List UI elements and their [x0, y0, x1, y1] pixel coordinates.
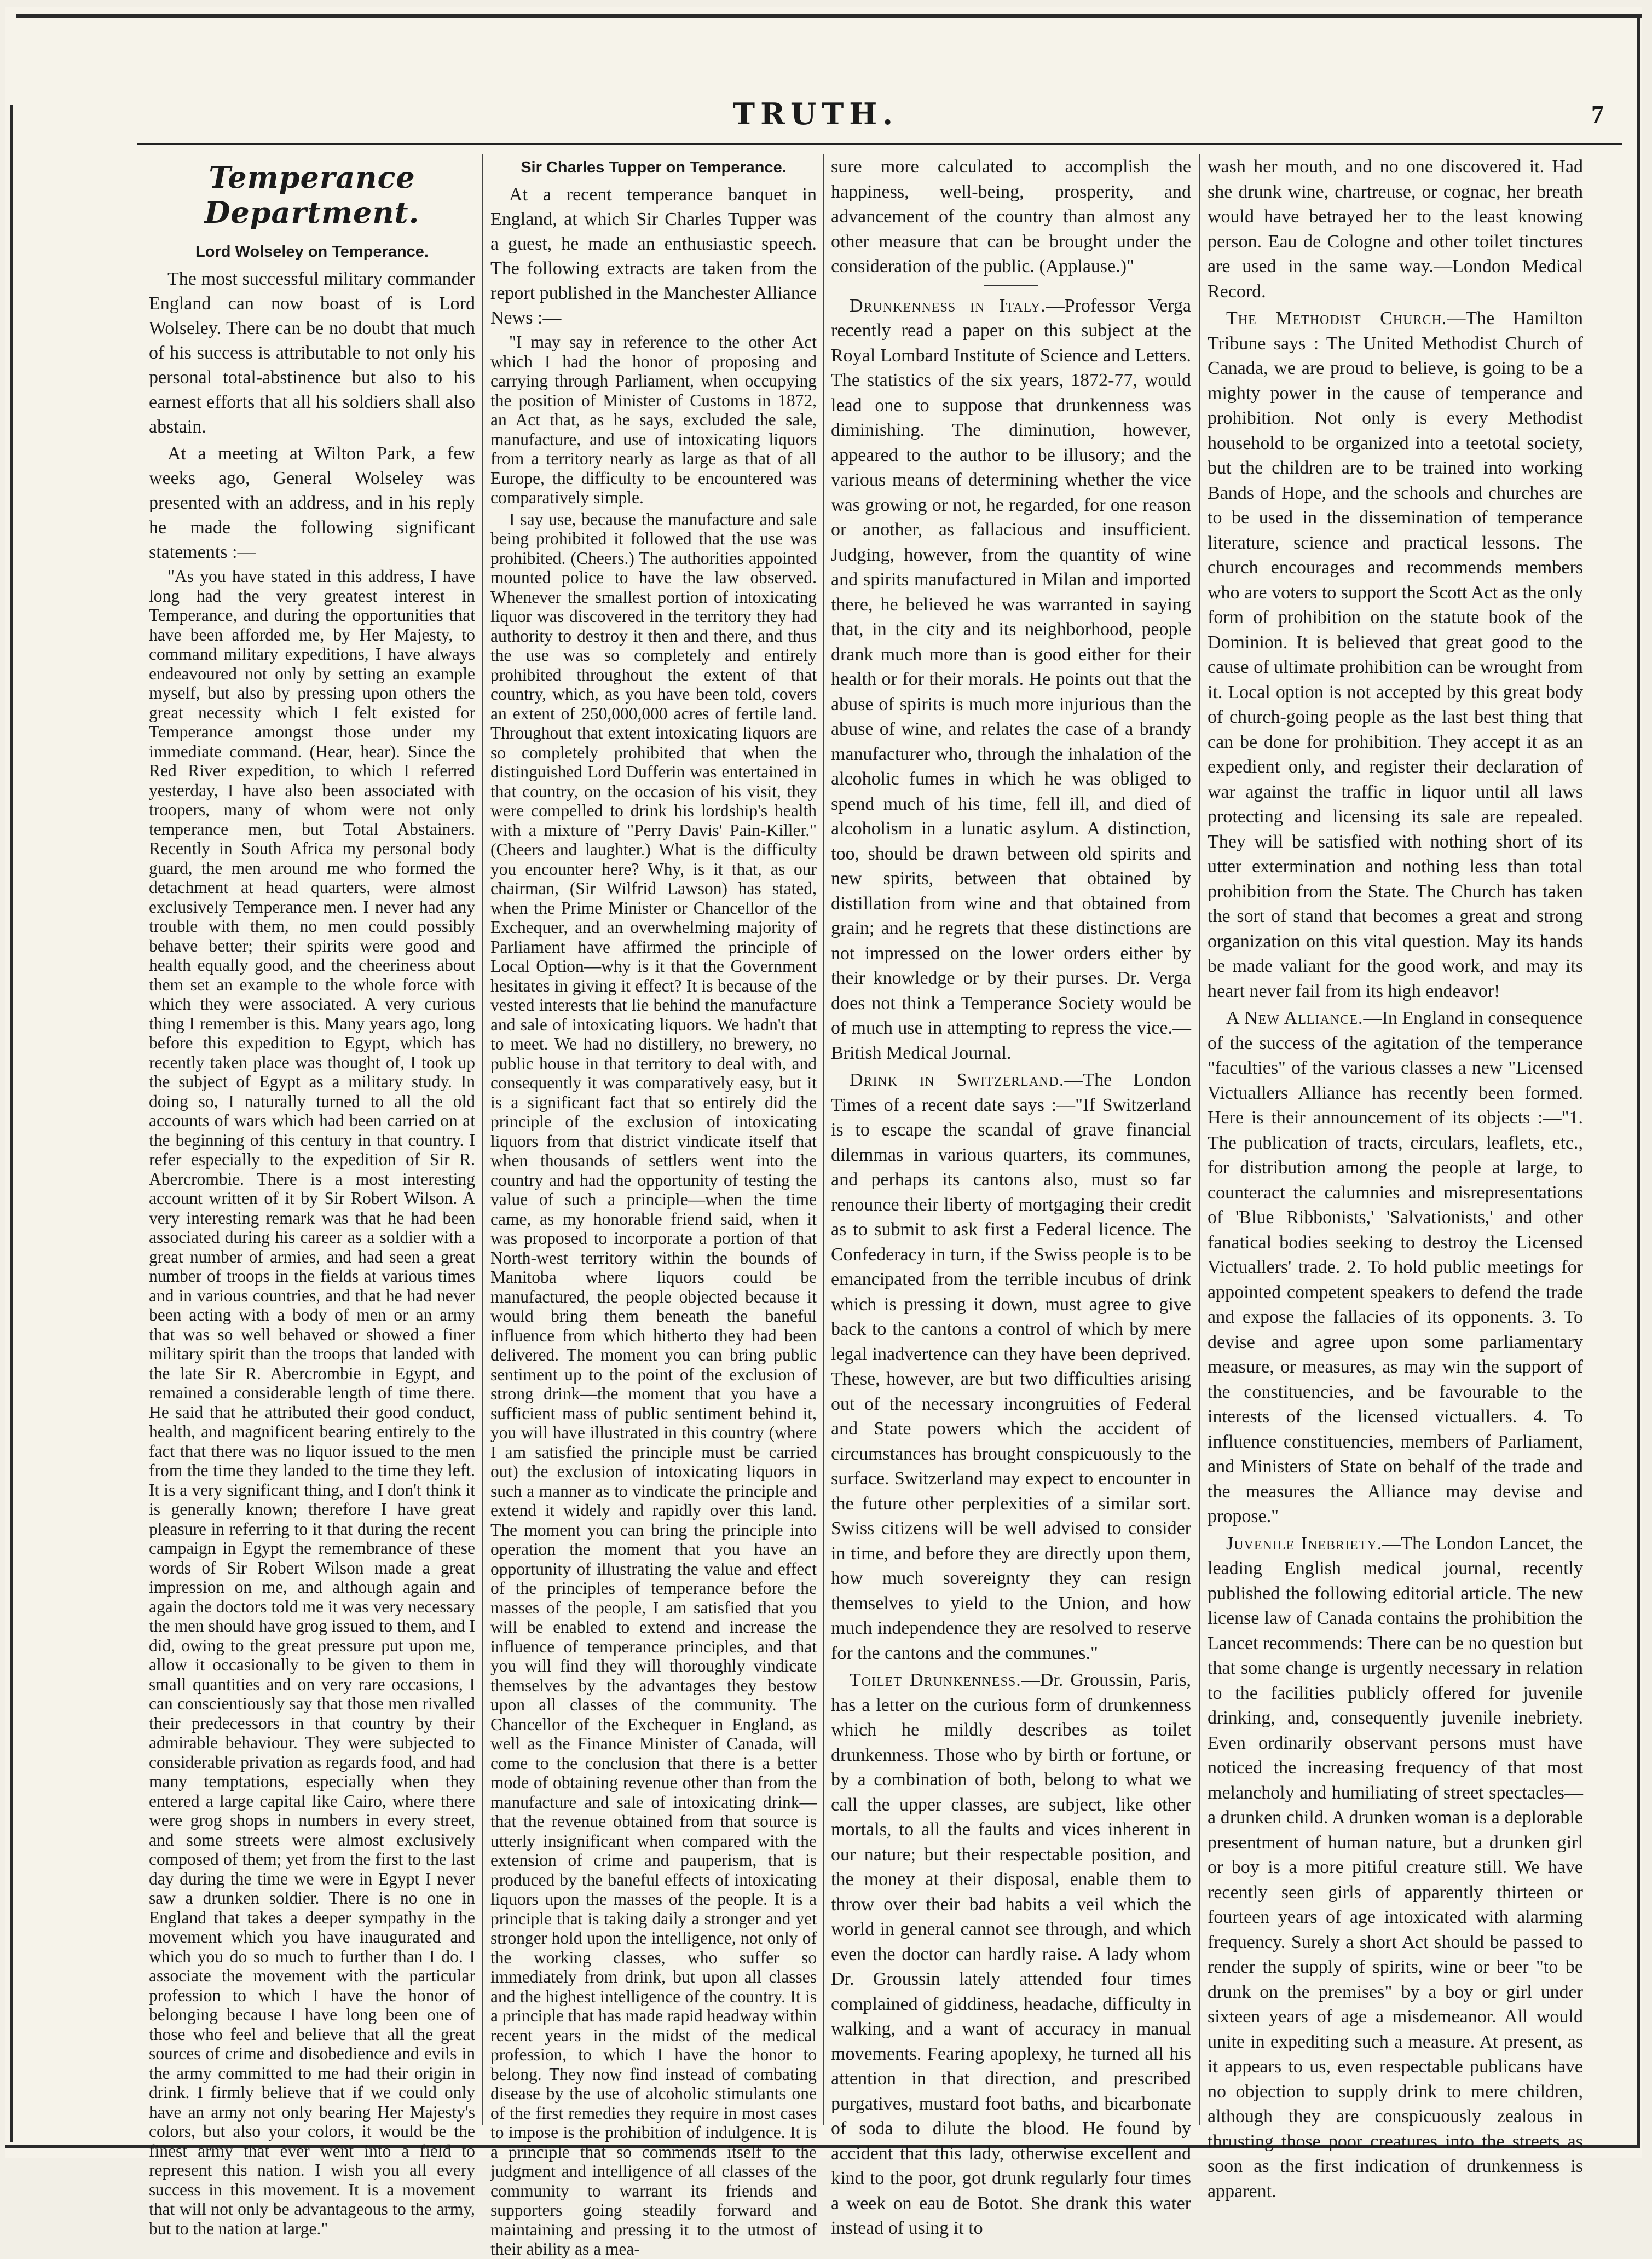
item-heading: Juvenile Inebriety. — [1226, 1533, 1383, 1554]
left-border — [10, 105, 13, 2142]
paragraph: sure more calculated to accomplish the happiness, well-being, prosperity, and advancement of the country than almost any other measure that can be brought under the consideration of the public. (Applause.)" — [831, 157, 1191, 276]
column-divider — [482, 154, 483, 2125]
page-number: 7 — [1591, 100, 1604, 128]
department-title: Temperance Department. — [204, 160, 420, 230]
column-1 — [149, 154, 475, 2238]
paragraph — [831, 1668, 1191, 2241]
paragraph: The most successful military commander England can now boast of is Lord Wolseley. There can be no doubt that much of his success is attributable to not only his personal total-abstinence but also to his earnest efforts that all his soldiers shall also abstain. — [149, 269, 475, 437]
item-body: —In England in consequence of the success of the agitation of the temperance "faculties" of the various classes a new "Licensed Victuallers Alliance has recently been formed. Here is their announcement of its objects :—"1. The publication of tracts, circulars, leaflets, etc., for distribution among the people at large, to counteract the calumnies and misrepresentations of 'Blue Ribbonists,' 'Salvationists,' and other fanatical bodies seeking to destroy the Licensed Victuallers' trade. 2. To hold public meetings for appointed competent speakers to defend the trade and expose the fallacies of its opponents. 3. To devise and agree upon some parliamentary measure, or measures, as may win the support of the constituencies, and be favourable to the interests of the licensed victuallers. 4. To influence constituencies, members of Parliament, and Ministers of State on behalf of the trade and the measures the Alliance may devise and propose." — [1208, 1008, 1583, 1526]
header-rule — [137, 143, 1622, 145]
column-2 — [490, 154, 817, 2258]
article-title: Lord Wolseley on Temperance. — [195, 243, 429, 261]
top-border — [16, 14, 1642, 18]
item-heading: Drink in Switzerland. — [850, 1070, 1065, 1090]
paragraph: "As you have stated in this address, I have long had the very greatest interest in Temperance, and during the opportunities that have been afforded me, by Her Majesty, to command military expeditions, I have always endeavoured not only by setting an example myself, but also by pressing upon others the great necessity which I felt existed for Temperance amongst those under my immediate command. (Hear, hear). Since the Red River expedition, to which I referred yesterday, I have also been associated with troopers, many of whom were not only temperance men, but Total Abstainers. Recently in South Africa my personal body guard, the men around me who formed the detachment at head quarters, were almost exclusively Temperance men. I never had any trouble with them, no men could possibly behave better; their spirits were good and health equally good, and the cheeriness about them set an example to the whole force with which they were associated. A very curious thing I remember is this. Many years ago, long before this expedition to Egypt, which has recently taken place was thought of, I took up the subject of Egypt as a military study. In doing so, I naturally turned to all the old accounts of wars which had been carried on at the beginning of this century in that country. I refer especially to the expedition of Sir R. Abercrombie. There is a most interesting account written of it by Sir Robert Wilson. A very interesting remark was that he had been associated during his career as a soldier with a great number of armies, and had seen a great number of troops in the fields at various times and in various countries, and that he had never been acting with a body of men or an army that was so well behaved or showed a finer military spirit than the troops that landed with the late Sir R. Abercrombie in Egypt, and remained a considerable length of time there. He said that he attributed their good conduct, health, and magnificent bearing entirely to the fact that there was no liquor issued to the men from the time they landed to the time they left. It is a very significant thing, and I don't think it is generally known; therefore I have great pleasure in referring to it that during the recent campaign in Egypt the remembrance of these words of Sir Robert Wilson made a great impression on me, and although again and again the doctors told me it was very necessary the men should have grog issued to them, and I did, owing to the great pressure put upon me, allow it occasionally to be given to them in small quantities and on very rare occasions, I can conscientiously say that those men rivalled their predecessors in that country by their admirable behaviour. They were subjected to considerable privation as regards food, and had many temptations, especially when they entered a large capital like Cairo, where there were grog shops in numbers in every street, and some streets were almost exclusively composed of them; yet from the first to the last day during the time we were in Egypt I never saw a drunken soldier. There is no one in England that takes a deeper sympathy in the movement which you have inaugurated and which you do so much to further than I do. I associate the movement with the particular profession to which I have the honor of belonging because I have long been one of those who feel and believe that all the great sources of crime and disobedience and evils in the army committed to me had their origin in drink. I firmly believe that if we could only have an army not only bearing Her Majesty's colors, but also your colors, it would be the finest army that ever went into a field to represent this nation. I wish you all every success in this movement. It is a movement that will not only be advantageous to the army, but to the nation at large." — [149, 567, 475, 2238]
item-body: —Professor Verga recently read a paper on this subject at the Royal Lombard Institute of Science and Letters. The statistics of the six years, 1872-77, would lead one to suppose that drunkenness was diminishing. The diminution, however, appeared to the author to be illusory; and the various means of determining whether the vice was growing or not, he regarded, for one reason or another, as fallacious and insufficient. Judging, however, from the quantity of wine and spirits manufactured in Milan and imported there, he believed he was warranted in saying that, in the city and its neighborhood, people drank much more than is good either for their health or for their morals. He points out that the abuse of spirits is much more injurious than the abuse of wine, and relates the case of a brandy manufacturer who, through the inhalation of the alcoholic fumes in which he was obliged to spend much of his time, fell ill, and died of alcoholism in a lunatic asylum. A distinction, too, should be drawn between old spirits and new spirits, between that obtained by distillation from wine and that obtained from grain; and he regrets that these distinctions are not impressed on the lower orders either by their knowledge or by their purses. Dr. Verga does not think a Temperance Society would be of much use in attempting to repress the vice.—British Medical Journal. — [831, 295, 1191, 1063]
item-body: —The London Times of a recent date says :—"If Switzerland is to escape the scandal of grave financial dilemmas in various quarters, its communes, and perhaps its cantons also, must so far renounce their liberty of mortgaging their credit as to submit to ask first a Federal licence. The Confederacy in turn, if the Swiss people is to be emancipated from the terrible incubus of drink which is pressing it down, must agree to give back to the cantons a control of which by mere legal inadvertence can they have been deprived. These, however, are but two difficulties arising out of the necessary incongruities of Federal and State powers which the accident of circumstances has brought conspicuously to the surface. Switzerland may expect to encounter in the future other perplexities of a similar sort. Swiss citizens will be well advised to consider in time, and before they are directly upon them, how much sovereignty they can resign themselves to yield to the Union, and how much independence they are resolved to reserve for the cantons and the communes." — [831, 1070, 1191, 1663]
column-divider — [1199, 154, 1200, 2125]
column-4 — [1208, 154, 1584, 2202]
paragraph: At a meeting at Wilton Park, a few weeks ago, General Wolseley was presented with an address, and in his reply he made the following significant statements :— — [149, 443, 475, 562]
separator-rule — [984, 285, 1038, 286]
paragraph: I say use, because the manufacture and sale being prohibited it followed that the use was prohibited. (Cheers.) The authorities appointed mounted police to have the law observed. Whenever the smallest portion of intoxicating liquor was discovered in the territory they had authority to destroy it then and there, and thus the use was so completely and entirely prohibited throughout the extent of that country, which, as you have been told, covers an extent of 250,000,000 acres of fertile land. Throughout that extent intoxicating liquors are so completely prohibited that when the distinguished Lord Dufferin was entertained in that country, on the occasion of his visit, they were compelled to drink his lordship's health with a mixture of "Perry Davis' Pain-Killer." (Cheers and laughter.) What is the difficulty you encounter here? Why, is it that, as our chairman, (Sir Wilfrid Lawson) has stated, when the Prime Minister or Chancellor of the Exchequer, and an overwhelming majority of Parliament have affirmed the principle of Local Option—why is it that the Government hesitates in giving it effect? It is because of the vested interests that lie behind the manufacture and sale of intoxicating liquors. We hadn't that to meet. We had no distillery, no brewery, no public house in that territory to deal with, and consequently it was comparatively easy, but it is a significant fact that so entirely did the principle of the exclusion of intoxicating liquors from that district vindicate itself that when thousands of settlers went into the country and had the opportunity of testing the value of such a principle—when the time came, as my honorable friend said, when it was proposed to incorporate a portion of that North-west territory within the bounds of Manitoba where liquors could be manufactured, the people objected because it would bring them beneath the baneful influence from which hitherto they had been delivered. The moment you can bring public sentiment up to the point of the exclusion of strong drink—the moment that you have a sufficient mass of public sentiment behind it, you will have illustrated in this country (where I am satisfied the principle must be carried out) the exclusion of intoxicating liquors in such a manner as to vindicate the principle and extend it widely and rapidly over this land. The moment you can bring the principle into operation the moment that you have an opportunity of illustrating the value and effect of the principles of temperance before the masses of the people, I am satisfied that you will be enabled to extend and increase the influence of temperance principles, and that you will find they will thoroughly vindicate themselves by the advantages they bestow upon all classes of the community. The Chancellor of the Exchequer in England, as well as the Finance Minister of Canada, will come to the conclusion that there is a better mode of obtaining revenue other than from the manufacture and sale of intoxicating drink—that the revenue obtained from that source is utterly insignificant when compared with the extension of crime and pauperism, that is produced by the baneful effects of intoxicating liquors upon the masses of the people. It is a principle that is taking daily a stronger and yet stronger hold upon the intelligence, not only of the working classes, who suffer so immediately from drink, but upon all classes and the highest intelligence of the country. It is a principle that has made rapid headway within recent years in the midst of the medical profession, to which I have the honor to belong. They now find instead of combating disease by the use of alcoholic stimulants one of the first remedies they require in most cases to impose is the prohibition of indulgence. It is a principle that so commends itself to the judgment and intelligence of all classes of the community to warrant its friends and supporters going steadily forward and maintaining and pressing it to the utmost of their ability as a mea- — [490, 509, 817, 2258]
item-heading: A New Alliance. — [1226, 1008, 1364, 1028]
paragraph — [831, 1068, 1191, 1666]
paragraph: "I may say in reference to the other Act which I had the honor of proposing and carrying through Parliament, when occupying the position of Minister of Customs in 1872, an Act that, as he says, excluded the sale, manufacture, and use of intoxicating liquors from a territory nearly as large as that of all Europe, the difficulty to be encountered was comparatively simple. — [490, 332, 817, 507]
right-border — [1637, 14, 1640, 2148]
masthead: TRUTH. — [732, 96, 899, 131]
paragraph — [831, 293, 1191, 1066]
paragraph — [1208, 1006, 1583, 1529]
item-heading: Toilet Drunkenness. — [850, 1670, 1021, 1690]
newspaper-page — [5, 7, 1642, 2258]
paragraph — [1208, 1531, 1583, 2204]
item-body: —Dr. Groussin, Paris, has a letter on the curious form of drunkenness which he mildly describes as toilet drunkenness. Those who by birth or fortune, or by a combination of both, belong to what we call the upper classes, are subject, like other mortals, to all the faults and vices inherent in our nature; but their respectable position, and the money at their disposal, enable them to throw over their bad habits a veil which the world in general cannot see through, and which even the doctor can hardly raise. A lady whom Dr. Groussin lately attended four times complained of giddiness, headache, difficulty in walking, and a want of accuracy in manual movements. Fearing apoplexy, he turned all his attention in that direction, and prescribed purgatives, mustard foot baths, and bicarbonate of soda to dilute the blood. He found by accident that this lady, otherwise excellent and kind to the poor, got drunk regularly four times a week on eau de Botot. She drank this water instead of using it to — [831, 1670, 1191, 2238]
column-divider — [823, 154, 824, 2125]
item-body: —The Hamilton Tribune says : The United Methodist Church of Canada, we are proud to believe, is going to be a mighty power in the cause of temperance and prohibition. Not only is every Methodist household to be organized into a teetotal society, but the children are to be trained into working Bands of Hope, and the schools and churches are to be used in the dissemination of temperance literature, science and practical lessons. The church encourages and recommends members who are voters to support the Scott Act as the only form of prohibition on the statute book of the Dominion. It is believed that great good to the cause of ultimate prohibition can be wrought from it. Local option is not accepted by this great body of church-going people as the last best thing that can be done for prohibition. They accept it as an expedient only, and register their declaration of war against the traffic in liquor until all laws protecting and licensing its sale are repealed. They will be satisfied with nothing short of its utter extermination and nothing less than total prohibition from the State. The Church has taken the sort of stand that becomes a great and strong organization on this vital question. May its hands be made valiant for the good work, and may its heart never fail from its high endeavor! — [1208, 308, 1584, 1001]
column-3 — [831, 154, 1191, 2238]
paragraph: wash her mouth, and no one discovered it. Had she drunk wine, chartreuse, or cognac, her breath would have betrayed her to the least knowing person. Eau de Cologne and other toilet tinctures are used in the same way.—London Medical Record. — [1208, 157, 1583, 302]
item-body: —The London Lancet, the leading English medical journal, recently published the following editorial article. The new license law of Canada contains the prohibition the Lancet recommends: There can be no question but that some change is urgently necessary in relation to the facilities publicly offered for juvenile drinking, and, consequently juvenile inebriety. Even ordinarily observant persons must have noticed the increasing frequency of that most melancholy and humiliating of street spectacles—a drunken child. A drunken woman is a deplorable presentment of human nature, but a drunken girl or boy is a more pitiful creature still. We have recently seen girls of apparently thirteen or fourteen years of age intoxicated with alarming frequency. Surely a short Act should be passed to render the supply of spirits, wine or beer "to be drunk on the premises" by a boy or girl under sixteen years of age a misdemeanor. All would unite in expediting such a measure. At present, as it appears to us, even respectable publicans have no objection to supply drink to mere children, although they are conspicuously zealous in thrusting those poor creatures into the streets as soon as the first indication of drunkenness is apparent. — [1208, 1533, 1583, 2202]
paragraph: At a recent temperance banquet in England, at which Sir Charles Tupper was a guest, he made an enthusiastic speech. The following extracts are taken from the report published in the Manchester Alliance News :— — [490, 185, 817, 328]
item-heading: The Methodist Church. — [1226, 308, 1447, 329]
article-title: Sir Charles Tupper on Temperance. — [521, 159, 787, 176]
item-heading: Drunkenness in Italy. — [850, 295, 1046, 316]
paragraph — [1208, 306, 1583, 1004]
